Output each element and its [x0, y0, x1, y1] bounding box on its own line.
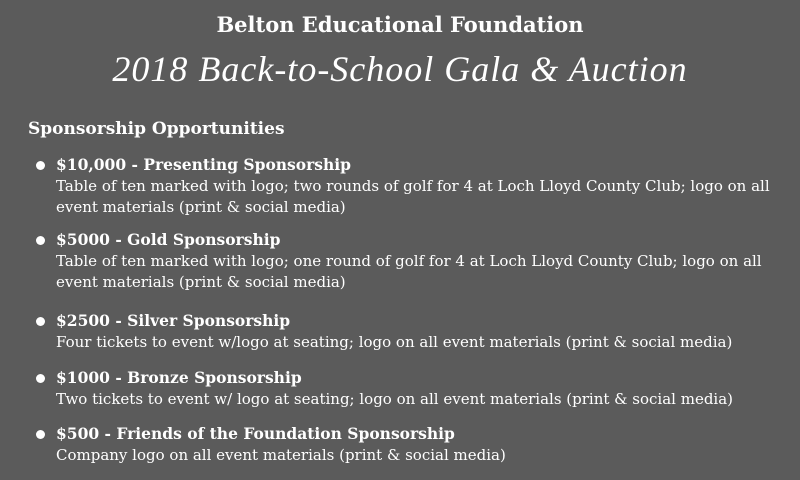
organization-title: Belton Educational Foundation	[216, 12, 584, 37]
tier-description: Company logo on all event materials (print & social media)	[56, 446, 506, 464]
event-title: 2018 Back-to-School Gala & Auction	[112, 49, 688, 89]
tier-description: Two tickets to event w/ logo at seating; logo on all event materials (print & social media)	[56, 390, 734, 408]
tier-title: $10,000 - Presenting Sponsorship	[56, 155, 352, 174]
bullet-icon	[36, 374, 45, 383]
sponsorship-tier-bronze	[36, 367, 796, 410]
bullet-icon	[36, 430, 45, 439]
section-heading: Sponsorship Opportunities	[28, 119, 285, 139]
bullet-icon	[36, 236, 45, 245]
tier-title: $5000 - Gold Sponsorship	[56, 230, 281, 249]
tier-description: Four tickets to event w/logo at seating; logo on all event materials (print & social media)	[56, 333, 733, 351]
bullet-icon	[36, 317, 45, 326]
sponsorship-tier-presenting	[36, 154, 796, 218]
tier-title: $500 - Friends of the Foundation Sponsorship	[56, 424, 455, 443]
sponsorship-tier-silver	[36, 310, 796, 353]
tier-description: Table of ten marked with logo; one round of golf for 4 at Loch Lloyd County Club; logo on all event materials (print & social media)	[56, 252, 762, 291]
tier-description: Table of ten marked with logo; two rounds of golf for 4 at Loch Lloyd County Club; logo on all event materials (print & social media)	[56, 177, 770, 216]
bullet-icon	[36, 161, 45, 170]
sponsorship-tier-friends	[36, 423, 796, 466]
tier-title: $1000 - Bronze Sponsorship	[56, 368, 302, 387]
sponsorship-tier-gold	[36, 229, 796, 293]
tier-title: $2500 - Silver Sponsorship	[56, 311, 291, 330]
